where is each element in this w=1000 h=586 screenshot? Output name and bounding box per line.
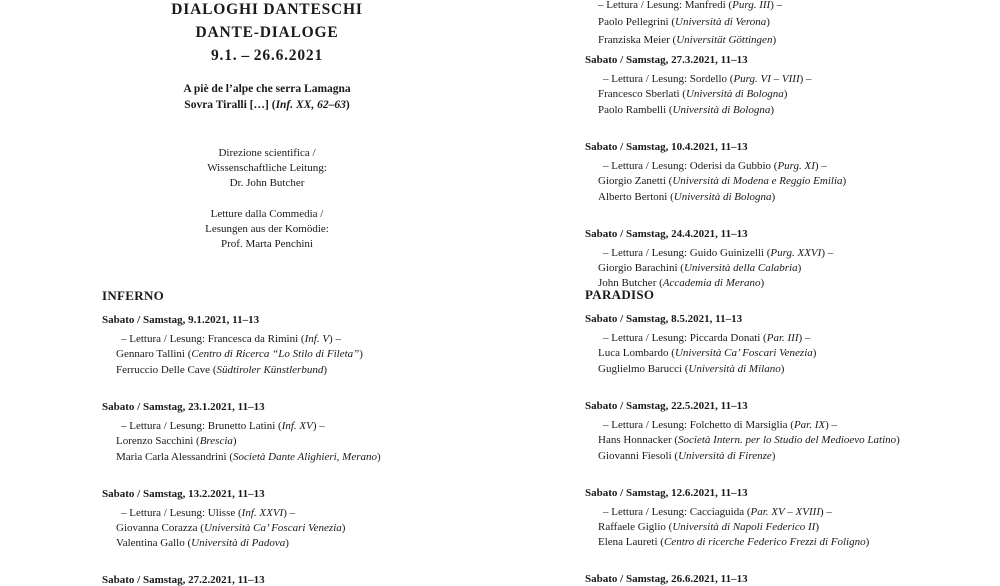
- section-heading-inferno: INFERNO: [102, 288, 165, 303]
- reading-title: – Lettura / Lesung: Francesca da Rimini (Inf. V) –: [121, 333, 341, 345]
- commedia-readings: Letture dalla Commedia / Lesungen aus der Komödie: Prof. Marta Penchini: [205, 208, 329, 250]
- speaker-line: Alberto Bertoni (Università di Bologna): [598, 190, 776, 203]
- reading-title: – Lettura / Lesung: Ulisse (Inf. XXVI) –: [121, 506, 296, 519]
- motto-line-2: Sovra Tiralli […] (Inf. XX, 62–63): [184, 99, 350, 111]
- speaker-line: Gennaro Tallini (Centro di Ricerca “Lo Stilo di Fileta”): [116, 348, 363, 361]
- event-date: Sabato / Samstag, 9.1.2021, 11–13: [102, 314, 260, 326]
- speaker-line: Franziska Meier (Universität Göttingen): [598, 33, 777, 46]
- event-date: Sabato / Samstag, 13.2.2021, 11–13: [102, 487, 265, 500]
- speaker-line: Lorenzo Sacchini (Brescia): [116, 435, 237, 448]
- event-date: Sabato / Samstag, 12.6.2021, 11–13: [585, 486, 748, 499]
- event-date: Sabato / Samstag, 27.2.2021, 11–13: [102, 574, 265, 586]
- event-dates: 9.1. – 26.6.2021: [210, 47, 323, 64]
- speaker-line: Giovanni Fiesoli (Università di Firenze): [598, 449, 776, 462]
- speaker-line: Francesco Sberlati (Università di Bologna): [598, 88, 788, 101]
- speaker-line: Hans Honnacker (Società Intern. per lo Studio del Medioevo Latino): [598, 434, 900, 447]
- speaker-line: Maria Carla Alessandrini (Società Dante Alighieri, Merano): [116, 450, 381, 463]
- speaker-line: Ferruccio Delle Cave (Südtiroler Künstlerbund): [116, 363, 328, 376]
- speaker-line: Elena Laureti (Centro di ricerche Federico Frezzi di Foligno): [598, 536, 870, 549]
- speaker-line: Giorgio Barachini (Università della Calabria): [598, 262, 802, 274]
- speaker-line: John Butcher (Accademia di Merano): [598, 277, 765, 290]
- event-date: Sabato / Samstag, 24.4.2021, 11–13: [585, 227, 748, 240]
- title-italian: DIALOGHI DANTESCHI: [171, 1, 363, 18]
- event-date: Sabato / Samstag, 26.6.2021, 11–13: [585, 573, 748, 586]
- event-date: Sabato / Samstag, 27.3.2021, 11–13: [585, 54, 748, 66]
- motto-reference: Inf. XX, 62–63: [275, 99, 346, 111]
- scientific-direction: Direzione scientifica / Wissenschaftliche Leitung: Dr. John Butcher: [207, 147, 327, 189]
- event-date: Sabato / Samstag, 10.4.2021, 11–13: [585, 140, 748, 153]
- section-heading-paradiso: PARADISO: [585, 287, 655, 302]
- reading-title: – Lettura / Lesung: Brunetto Latini (Inf. XV) –: [121, 419, 325, 432]
- reading-title: – Lettura / Lesung: Piccarda Donati (Par. III) –: [603, 332, 811, 344]
- speaker-line: Paolo Pellegrini (Università di Verona): [598, 16, 770, 29]
- speaker-line: Giovanna Corazza (Università Ca’ Foscari Venezia): [116, 522, 346, 534]
- reading-title: – Lettura / Lesung: Oderisi da Gubbio (Purg. XI) –: [603, 159, 827, 172]
- speaker-line: Luca Lombardo (Università Ca’ Foscari Venezia): [598, 347, 817, 360]
- speaker-line: Valentina Gallo (Università di Padova): [116, 537, 289, 550]
- speaker-line: Giorgio Zanetti (Università di Modena e Reggio Emilia): [598, 175, 847, 188]
- reading-title: – Lettura / Lesung: Sordello (Purg. VI – VIII) –: [603, 73, 812, 85]
- reading-title: – Lettura / Lesung: Guido Guinizelli (Purg. XXVI) –: [603, 246, 834, 259]
- speaker-line: Paolo Rambelli (Università di Bologna): [598, 103, 774, 116]
- reading-title: – Lettura / Lesung: Cacciaguida (Par. XV – XVIII) –: [603, 505, 832, 518]
- speaker-line: Raffaele Giglio (Università di Napoli Federico II): [598, 521, 819, 533]
- reading-title: – Lettura / Lesung: Folchetto di Marsiglia (Par. IX) –: [603, 418, 838, 431]
- reading-title: – Lettura / Lesung: Manfredi (Purg. III) –: [598, 0, 783, 11]
- title-german: DANTE-DIALOGE: [195, 24, 339, 41]
- event-date: Sabato / Samstag, 22.5.2021, 11–13: [585, 399, 748, 412]
- event-date: Sabato / Samstag, 23.1.2021, 11–13: [102, 400, 265, 413]
- event-date: Sabato / Samstag, 8.5.2021, 11–13: [585, 313, 743, 325]
- motto-line-1: A piè de l’alpe che serra Lamagna: [183, 83, 351, 95]
- speaker-line: Guglielmo Barucci (Università di Milano): [598, 362, 785, 375]
